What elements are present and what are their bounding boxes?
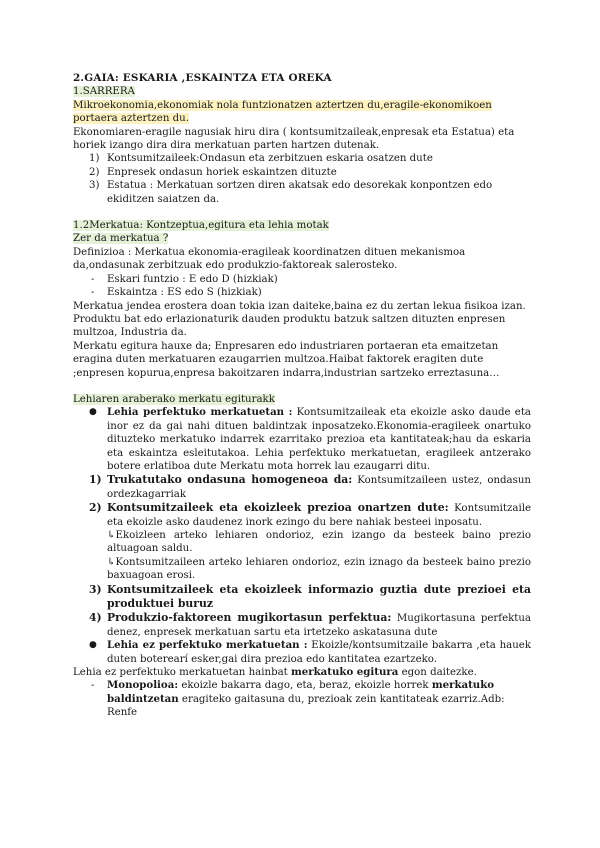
list-item: 1) Kontsumitzaileek:Ondasun eta zerbitzuen eskaria osatzen dute [89,153,433,165]
list-item: 2) Kontsumitzaileek eta ekoizleek prezioa onartzen dute: Kontsumitzaile eta ekoizle asko daudenez inork ezingo du bere nahiak besteei inposatu. [89,501,532,528]
numbered-list-eragileak [73,152,531,206]
paragraph-merkatua: Merkatua jendea erostera doan tokia izan daiteke,baina ez du zertan lekua fisikoa izan. Produktu bat edo erlazionaturik dauden produktu batzuk saltzen dituzten enpresen multzoa, Industria da. [73,300,526,339]
numbered-list-ezaugarriak-cont [73,583,531,640]
paragraph-egitura: Merkatu egitura hauxe da; Enpresaren edo industriaren portaeran eta emaitzetan eragina duten merkatuaren ezaugarrien multzoa.Haibat faktorek eragiten dute ;enpresen kopurua,enpresa bakoitzaren indarra,industrian sartzeko erreztasuna… [73,340,500,379]
list-item: 1) Trukatutako ondasuna homogeneoa da: Kontsumitzaileen ustez, ondasun ordezkagarriak [89,473,531,500]
section-heading-sarrera: 1.SARRERA [73,86,135,98]
list-item: 2) Enpresek ondasun horiek eskaintzen dituzte [89,166,337,178]
list-item: ● Lehia perfektuko merkatuetan : Kontsumitzaileak eta ekoizle asko daude eta inor ez da gai nahi dituen baldintzak inposatzeko.Ekonomia-eragileek onartuko dituzteko merkatuko indarrek ezarritako prezioa eta kantitateak;hau da eskaria eta eskaintza esleitutakoa. Lehia perfektuko merkatuetan, eragileek antzerako botere erlatiboa dute Merkatu mota horrek lau ezaugarri ditu. [89,406,531,472]
paragraph-egiturak: Lehia ez perfektuko merkatuetan hainbat merkatuko egitura egon daitezke. [73,666,477,679]
section-heading-lehia: Lehiaren araberako merkatu egiturakk [73,393,275,405]
list-item: - Eskari funtzio : E edo D (hizkiak) [91,273,278,285]
bullet-list [73,406,531,473]
section-heading-merkatua: 1.2Merkatua: Kontzeptua,egitura eta lehia motak [73,220,329,232]
question-heading: Zer da merkatua ? [73,233,169,245]
list-item: - Eskaintza : ES edo S (hizkiak) [91,287,262,299]
list-item: 3) Estatua : Merkatuan sortzen diren akatsak edo desorekak konpontzen edo ekiditzen saiatzen da. [89,180,493,205]
paragraph-eragileak: Ekonomiaren-eragile nagusiak hiru dira ( kontsumitzaileak,enpresak eta Estatua) eta horiek izango dira dira merkatuan parten hartzen dutenak. [73,126,515,152]
list-item: 3) Kontsumitzaileek eta ekoizleek informazio guztia dute prezioei eta produktuei buruz [89,582,531,611]
dash-list-2 [73,679,531,719]
sub-arrow-item: ↳Kontsumitzaileen arteko lehiaren ondorioz, ezin iznago da besteek baino prezio baxuagoan erosi. [107,556,531,582]
definition-paragraph: Definizioa : Merkatua ekonomia-eragileak koordinatzen dituen mekanismoa da,ondasunak zerbitzuak edo produkzio-faktoreak salerosteko. [73,246,466,272]
document-page [73,72,531,720]
dash-list [73,273,531,300]
document-title: 2.GAIA: ESKARIA ,ESKAINTZA ETA OREKA [73,72,332,84]
list-item: 4) Produkzio-faktoreen mugikortasun perfektua: Mugikortasuna perfektua denez, enpresek merkatuan sartu eta irtetzeko askatasuna dute [89,611,531,638]
numbered-list-ezaugarriak [73,473,531,529]
highlighted-definition: Mikroekonomia,ekonomiak nola funtzionatzen aztertzen du,eragile-ekonomikoen portaera aztertzen du. [73,99,492,125]
sub-arrow-item: ↳Ekoizleen arteko lehiaren ondorioz, ezin izango da besteek baino prezio altuagoan saldu. [107,530,531,555]
list-item: ● Lehia ez perfektuko merkatuetan : Ekoizle/kontsumitzaile bakarra ,eta hauek duten boterearí esker,gai dira prezioa edo kantitatea ezartzeko. [89,639,531,665]
bullet-list-2 [73,639,531,666]
list-item: - Monopolioa: ekoizle bakarra dago, eta, beraz, ekoizle horrek merkatuko baldintzetan eragiteko gaitasuna du, prezioak zein kantitateak ezarriz.Adb: Renfe [91,679,505,719]
